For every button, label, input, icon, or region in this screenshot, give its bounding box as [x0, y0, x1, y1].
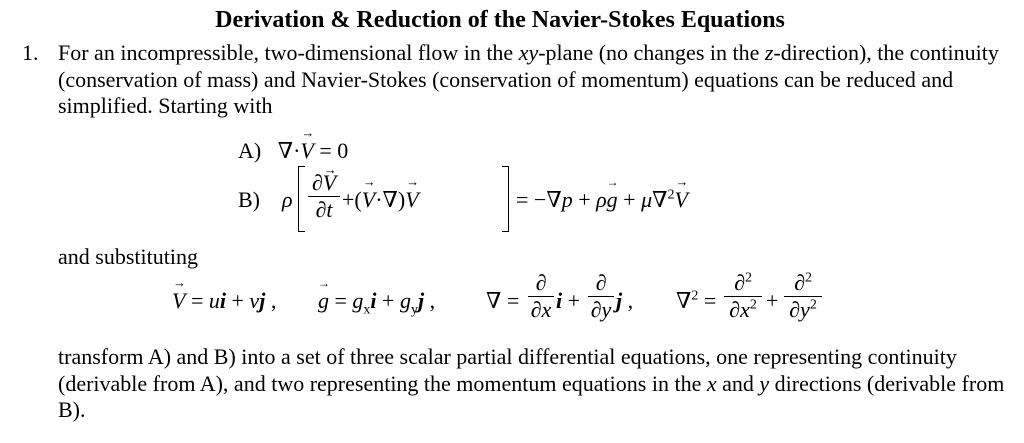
intro-text-2: -plane (no changes in the — [538, 40, 765, 65]
gravity-definition: → $g = g_xi + g_yj$ , — [318, 288, 435, 314]
equation-b-rho: ρ — [282, 187, 293, 212]
nabla-definition-lhs: ∇ = — [486, 288, 520, 313]
d2-dx2-fraction: ∂$^2$ $\partial x^2$ — [724, 270, 762, 323]
instructions-text-2: directions (derivable from B). — [58, 370, 1005, 422]
item-number: 1. — [22, 40, 39, 65]
intro-text-3: -direction), the continuity (conservation of mass) and Navier-Stokes (conservation of momentum) equations can be reduced and simplified. Starting with — [58, 40, 999, 118]
laplacian-lhs: ∇$^2$ = — [676, 288, 717, 313]
instructions-and: and — [716, 370, 760, 396]
intro-paragraph — [58, 40, 1008, 120]
time-derivative-fraction: ∂→ V ∂t — [308, 170, 340, 223]
instructions-x: x — [706, 370, 717, 396]
document-title: Derivation & Reduction of the Navier-Stokes Equations — [215, 7, 785, 33]
velocity-definition: → V = ui + vj , — [172, 288, 276, 314]
d2-dy2-fraction: ∂$^2$ $\partial y^2$ — [784, 270, 822, 323]
equation-b-label: B) — [238, 187, 260, 212]
intro-xy: xy — [518, 40, 539, 65]
substituting-text: and substituting — [58, 244, 198, 269]
equation-b-rhs: = −∇p + ρ→ g + μ∇$^2$→ V — [516, 187, 688, 213]
instructions-y: y — [759, 370, 770, 396]
convective-term: +(→ V·∇)→ V — [342, 187, 419, 213]
laplacian-plus: + — [766, 288, 779, 313]
definitions-equation — [172, 270, 1012, 344]
left-bracket — [298, 166, 305, 232]
d-dy-fraction: ∂ ∂y — [588, 270, 614, 323]
equation-a-label: A) — [238, 138, 262, 163]
nabla-i-plus: i + — [556, 288, 581, 313]
instructions-text-1: transform A) and B) into a set of three scalar partial differential equations, one representing continuity (derivable from A), and two representing the momentum equations in the — [58, 344, 957, 396]
equation-a-body: ∇·→ V = 0 — [278, 138, 349, 163]
right-bracket — [502, 166, 509, 232]
d-dx-fraction: ∂ ∂x — [528, 270, 554, 323]
intro-z: z — [764, 40, 774, 65]
intro-text-1: For an incompressible, two-dimensional flow in the — [58, 40, 519, 65]
nabla-j: j , — [616, 288, 634, 313]
instructions-paragraph — [58, 344, 1008, 424]
